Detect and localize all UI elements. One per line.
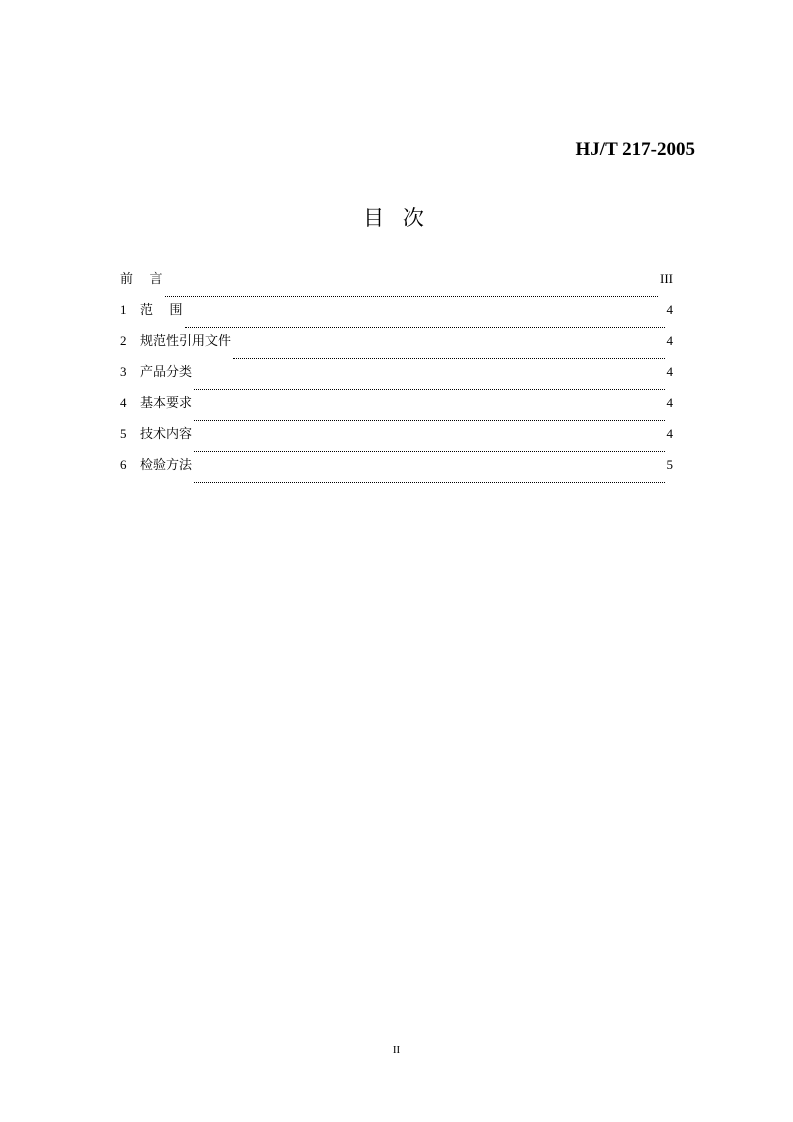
page-number: II: [392, 1044, 401, 1056]
toc-entry-number: 3: [120, 364, 127, 379]
toc-entry-basic-requirements[interactable]: [120, 394, 673, 425]
toc-entry-scope[interactable]: [120, 301, 673, 332]
toc-entry-number: 4: [120, 395, 127, 410]
toc-entry-label: 前 言: [120, 272, 163, 287]
toc-entry-page: 4: [666, 426, 673, 441]
toc-entry-number: 2: [120, 333, 127, 348]
toc-entry-number: 1: [120, 302, 127, 317]
toc-entry-label: 检验方法: [140, 458, 193, 473]
toc-entry-page: III: [660, 271, 673, 286]
toc-entry-number: 5: [120, 426, 127, 441]
dot-leader: [233, 357, 664, 359]
toc-entry-label: 技术内容: [140, 427, 193, 442]
dot-leader: [194, 388, 664, 390]
toc-entry-technical-content[interactable]: [120, 425, 673, 456]
toc-entry-label: 基本要求: [140, 396, 193, 411]
toc-entry-test-methods[interactable]: [120, 456, 673, 487]
toc-entry-page: 4: [666, 364, 673, 379]
toc-entry-label: 规范性引用文件: [140, 334, 232, 349]
dot-leader: [185, 326, 665, 328]
toc-entry-product-classification[interactable]: [120, 363, 673, 394]
toc-entry-label: 产品分类: [140, 365, 193, 380]
toc-entry-foreword[interactable]: [120, 270, 673, 301]
toc-entry-number: 6: [120, 457, 127, 472]
toc-entry-page: 4: [666, 333, 673, 348]
toc-entry-page: 5: [666, 457, 673, 472]
dot-leader: [194, 419, 664, 421]
dot-leader: [165, 295, 658, 297]
toc-entry-page: 4: [666, 395, 673, 410]
toc-title: 目 次: [363, 206, 430, 230]
standard-number: HJ/T 217-2005: [575, 139, 695, 160]
toc-entry-normative-references[interactable]: [120, 332, 673, 363]
toc-entry-label: 范 围: [140, 303, 183, 318]
dot-leader: [194, 450, 664, 452]
toc-entry-page: 4: [666, 302, 673, 317]
table-of-contents: [120, 270, 673, 487]
dot-leader: [194, 481, 664, 483]
